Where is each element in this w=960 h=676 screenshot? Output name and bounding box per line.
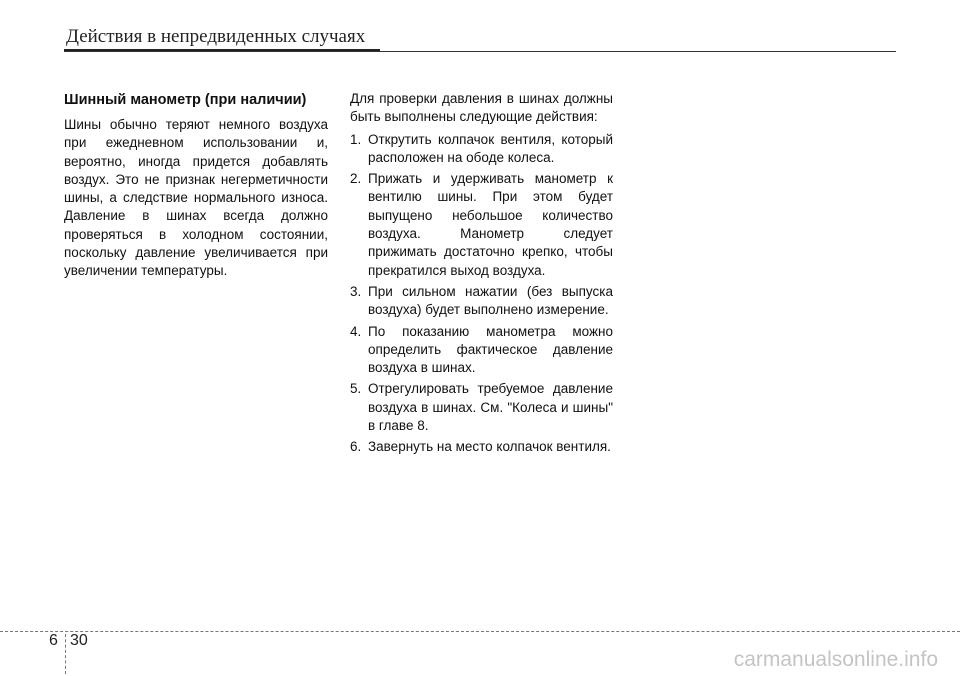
steps-intro: Для проверки давления в шинах должны быть выполнены следующие действия: xyxy=(350,91,613,125)
step-item xyxy=(350,131,613,168)
step-text: Открутить колпачок вентиля, который расположен на ободе колеса. xyxy=(368,131,613,165)
chapter-number: 6 xyxy=(49,632,58,649)
step-item xyxy=(350,283,613,320)
body-paragraph: Шины обычно теряют немного воздуха при ежедневном использовании и, вероятно, иногда придется добавлять воздух. Это не признак негерметичности шины, а следствие нормального износа. Давление в шинах всегда должно проверяться в холодном состоянии, поскольку давление увеличивается при увеличении температуры. xyxy=(64,117,328,279)
step-number: 4. xyxy=(350,323,362,339)
step-number: 3. xyxy=(350,283,362,299)
section-heading: Шинный манометр (при наличии) xyxy=(64,92,307,108)
left-column xyxy=(64,90,328,281)
footer-vertical-divider xyxy=(65,634,66,674)
header-rule xyxy=(64,51,896,52)
chapter-title: Действия в непредвиденных случаях xyxy=(66,26,366,47)
watermark: carmanualsonline.info xyxy=(733,648,938,671)
step-item xyxy=(350,380,613,435)
step-text: По показанию манометра можно определить фактическое давление воздуха в шинах. xyxy=(368,323,613,376)
step-text: Завернуть на место колпачок вентиля. xyxy=(368,439,611,455)
step-number: 5. xyxy=(350,381,362,397)
step-number: 2. xyxy=(350,171,362,187)
footer-divider xyxy=(0,631,960,632)
step-text: При сильном нажатии (без выпуска воздуха) будет выполнено измерение. xyxy=(368,283,613,318)
step-number: 6. xyxy=(350,439,362,455)
step-number: 1. xyxy=(350,131,362,147)
steps-list xyxy=(350,131,613,457)
page-number: 30 xyxy=(70,632,88,649)
step-item xyxy=(350,323,613,378)
step-text: Отрегулировать требуемое давление воздуха в шинах. См. "Колеса и шины" в главе 8. xyxy=(368,381,613,434)
right-column xyxy=(350,90,613,460)
step-text: Прижать и удерживать манометр к вентилю шины. При этом будет выпущено небольшое количество воздуха. Манометр следует прижимать достаточно крепко, чтобы прекратился выход воздуха. xyxy=(368,171,613,278)
step-item xyxy=(350,438,613,456)
step-item xyxy=(350,170,613,280)
